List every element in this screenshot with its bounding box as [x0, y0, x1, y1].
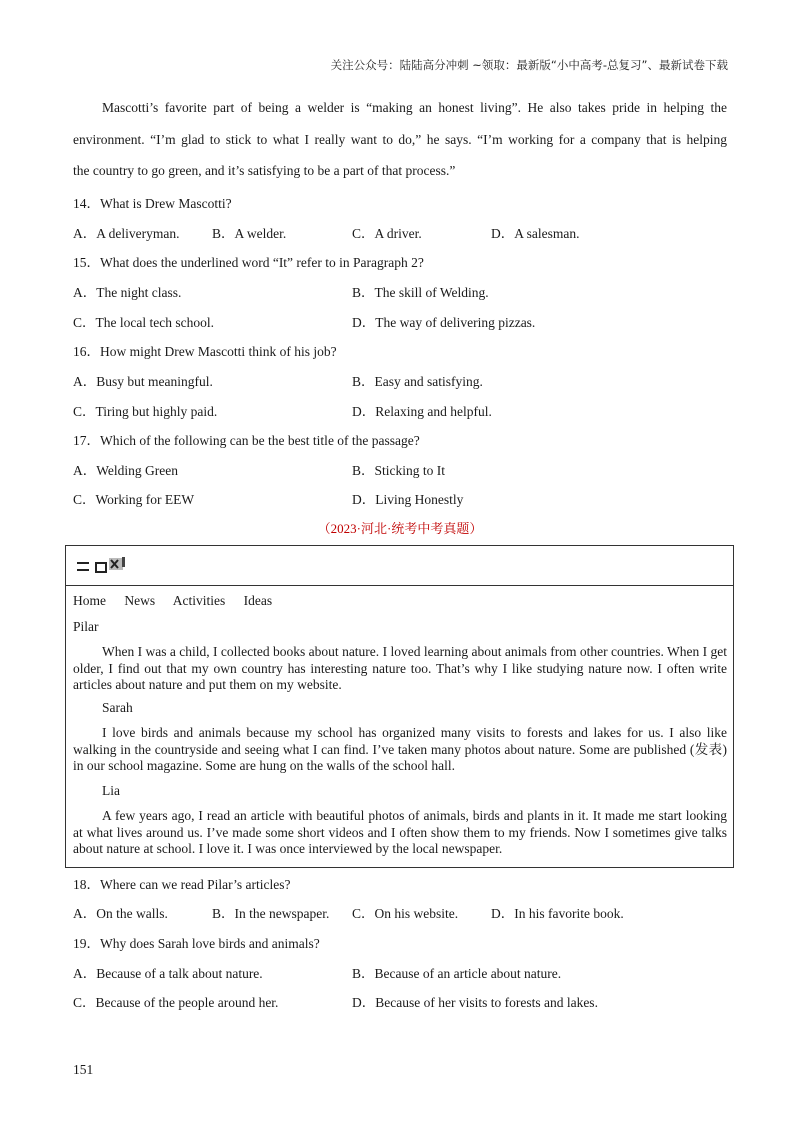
website-logo-icon	[76, 554, 132, 582]
nav-activities[interactable]: Activities	[172, 593, 226, 608]
option-14-a: A．A deliveryman.	[73, 226, 180, 241]
option-19-b: B．Because of an article about nature.	[352, 966, 562, 981]
entry-text-lia: A few years ago, I read an article with beautiful photos of animals, birds and plants in it. It made me start looking at what lives around us. I’ve made some short videos and I often show them to my friends. Now I sometimes give talks about nature at school. I love it. I was once interviewed by the local newspaper.	[73, 808, 727, 856]
entry-name-sarah: Sarah	[102, 700, 133, 715]
passage-line: Mascotti’s favorite part of being a welder is “making an honest living”. He also takes pride in helping the	[102, 100, 727, 115]
option-16-d: D．Relaxing and helpful.	[352, 404, 492, 419]
passage-line: the country to go green, and it’s satisfying to be a part of that process.”	[73, 163, 456, 178]
option-14-b: B．A welder.	[212, 226, 287, 241]
question-14: 14．What is Drew Mascotti?	[73, 196, 232, 211]
option-18-d: D．In his favorite book.	[491, 906, 624, 921]
passage-line: environment. “I’m glad to stick to what I really want to do,” he says. “I’m working for a company that is helping	[73, 132, 727, 147]
box-divider	[66, 585, 733, 586]
source-label: （2023·河北·统考中考真题）	[317, 521, 483, 536]
option-15-b: B．The skill of Welding.	[352, 285, 489, 300]
option-14-c: C．A driver.	[352, 226, 422, 241]
entry-text-sarah: I love birds and animals because my school has organized many visits to forests and lakes for us. I also like walking in the countryside and seeing what I can find. I’ve taken many photos about nature. Some are published (发表) in our school magazine. Some are hung on the walls of the school hall.	[73, 725, 727, 773]
nav-home[interactable]: Home	[73, 593, 106, 608]
page-number: 151	[73, 1062, 94, 1077]
entry-name-pilar: Pilar	[73, 619, 99, 634]
option-19-d: D．Because of her visits to forests and lakes.	[352, 995, 598, 1010]
option-17-b: B．Sticking to It	[352, 463, 446, 478]
nav-ideas[interactable]: Ideas	[243, 593, 273, 608]
option-15-a: A．The night class.	[73, 285, 182, 300]
option-18-a: A．On the walls.	[73, 906, 168, 921]
option-19-c: C．Because of the people around her.	[73, 995, 279, 1010]
option-14-d: D．A salesman.	[491, 226, 580, 241]
website-nav	[73, 593, 287, 609]
option-15-d: D．The way of delivering pizzas.	[352, 315, 536, 330]
option-17-d: D．Living Honestly	[352, 492, 464, 507]
question-15: 15．What does the underlined word “It” refer to in Paragraph 2?	[73, 255, 424, 270]
entry-name-lia: Lia	[102, 783, 120, 798]
option-17-a: A．Welding Green	[73, 463, 179, 478]
website-box	[65, 545, 734, 868]
question-17: 17．Which of the following can be the best title of the passage?	[73, 433, 420, 448]
nav-news[interactable]: News	[124, 593, 156, 608]
question-18: 18．Where can we read Pilar’s articles?	[73, 877, 291, 892]
option-19-a: A．Because of a talk about nature.	[73, 966, 263, 981]
entry-text-pilar: When I was a child, I collected books about nature. I loved learning about animals from other countries. When I get older, I find out that my own country has interesting nature too. That’s why I like studying nature now. I often write articles about nature and put them on my website.	[73, 644, 727, 692]
page-header: 关注公众号：陆陆高分冲刺 ~领取：最新版“小中高考-总复习”、最新试卷下载	[330, 58, 728, 72]
option-16-b: B．Easy and satisfying.	[352, 374, 483, 389]
option-16-c: C．Tiring but highly paid.	[73, 404, 218, 419]
option-15-c: C．The local tech school.	[73, 315, 214, 330]
option-18-c: C．On his website.	[352, 906, 459, 921]
option-18-b: B．In the newspaper.	[212, 906, 330, 921]
option-16-a: A．Busy but meaningful.	[73, 374, 213, 389]
question-16: 16．How might Drew Mascotti think of his job?	[73, 344, 337, 359]
question-19: 19．Why does Sarah love birds and animals?	[73, 936, 320, 951]
option-17-c: C．Working for EEW	[73, 492, 195, 507]
